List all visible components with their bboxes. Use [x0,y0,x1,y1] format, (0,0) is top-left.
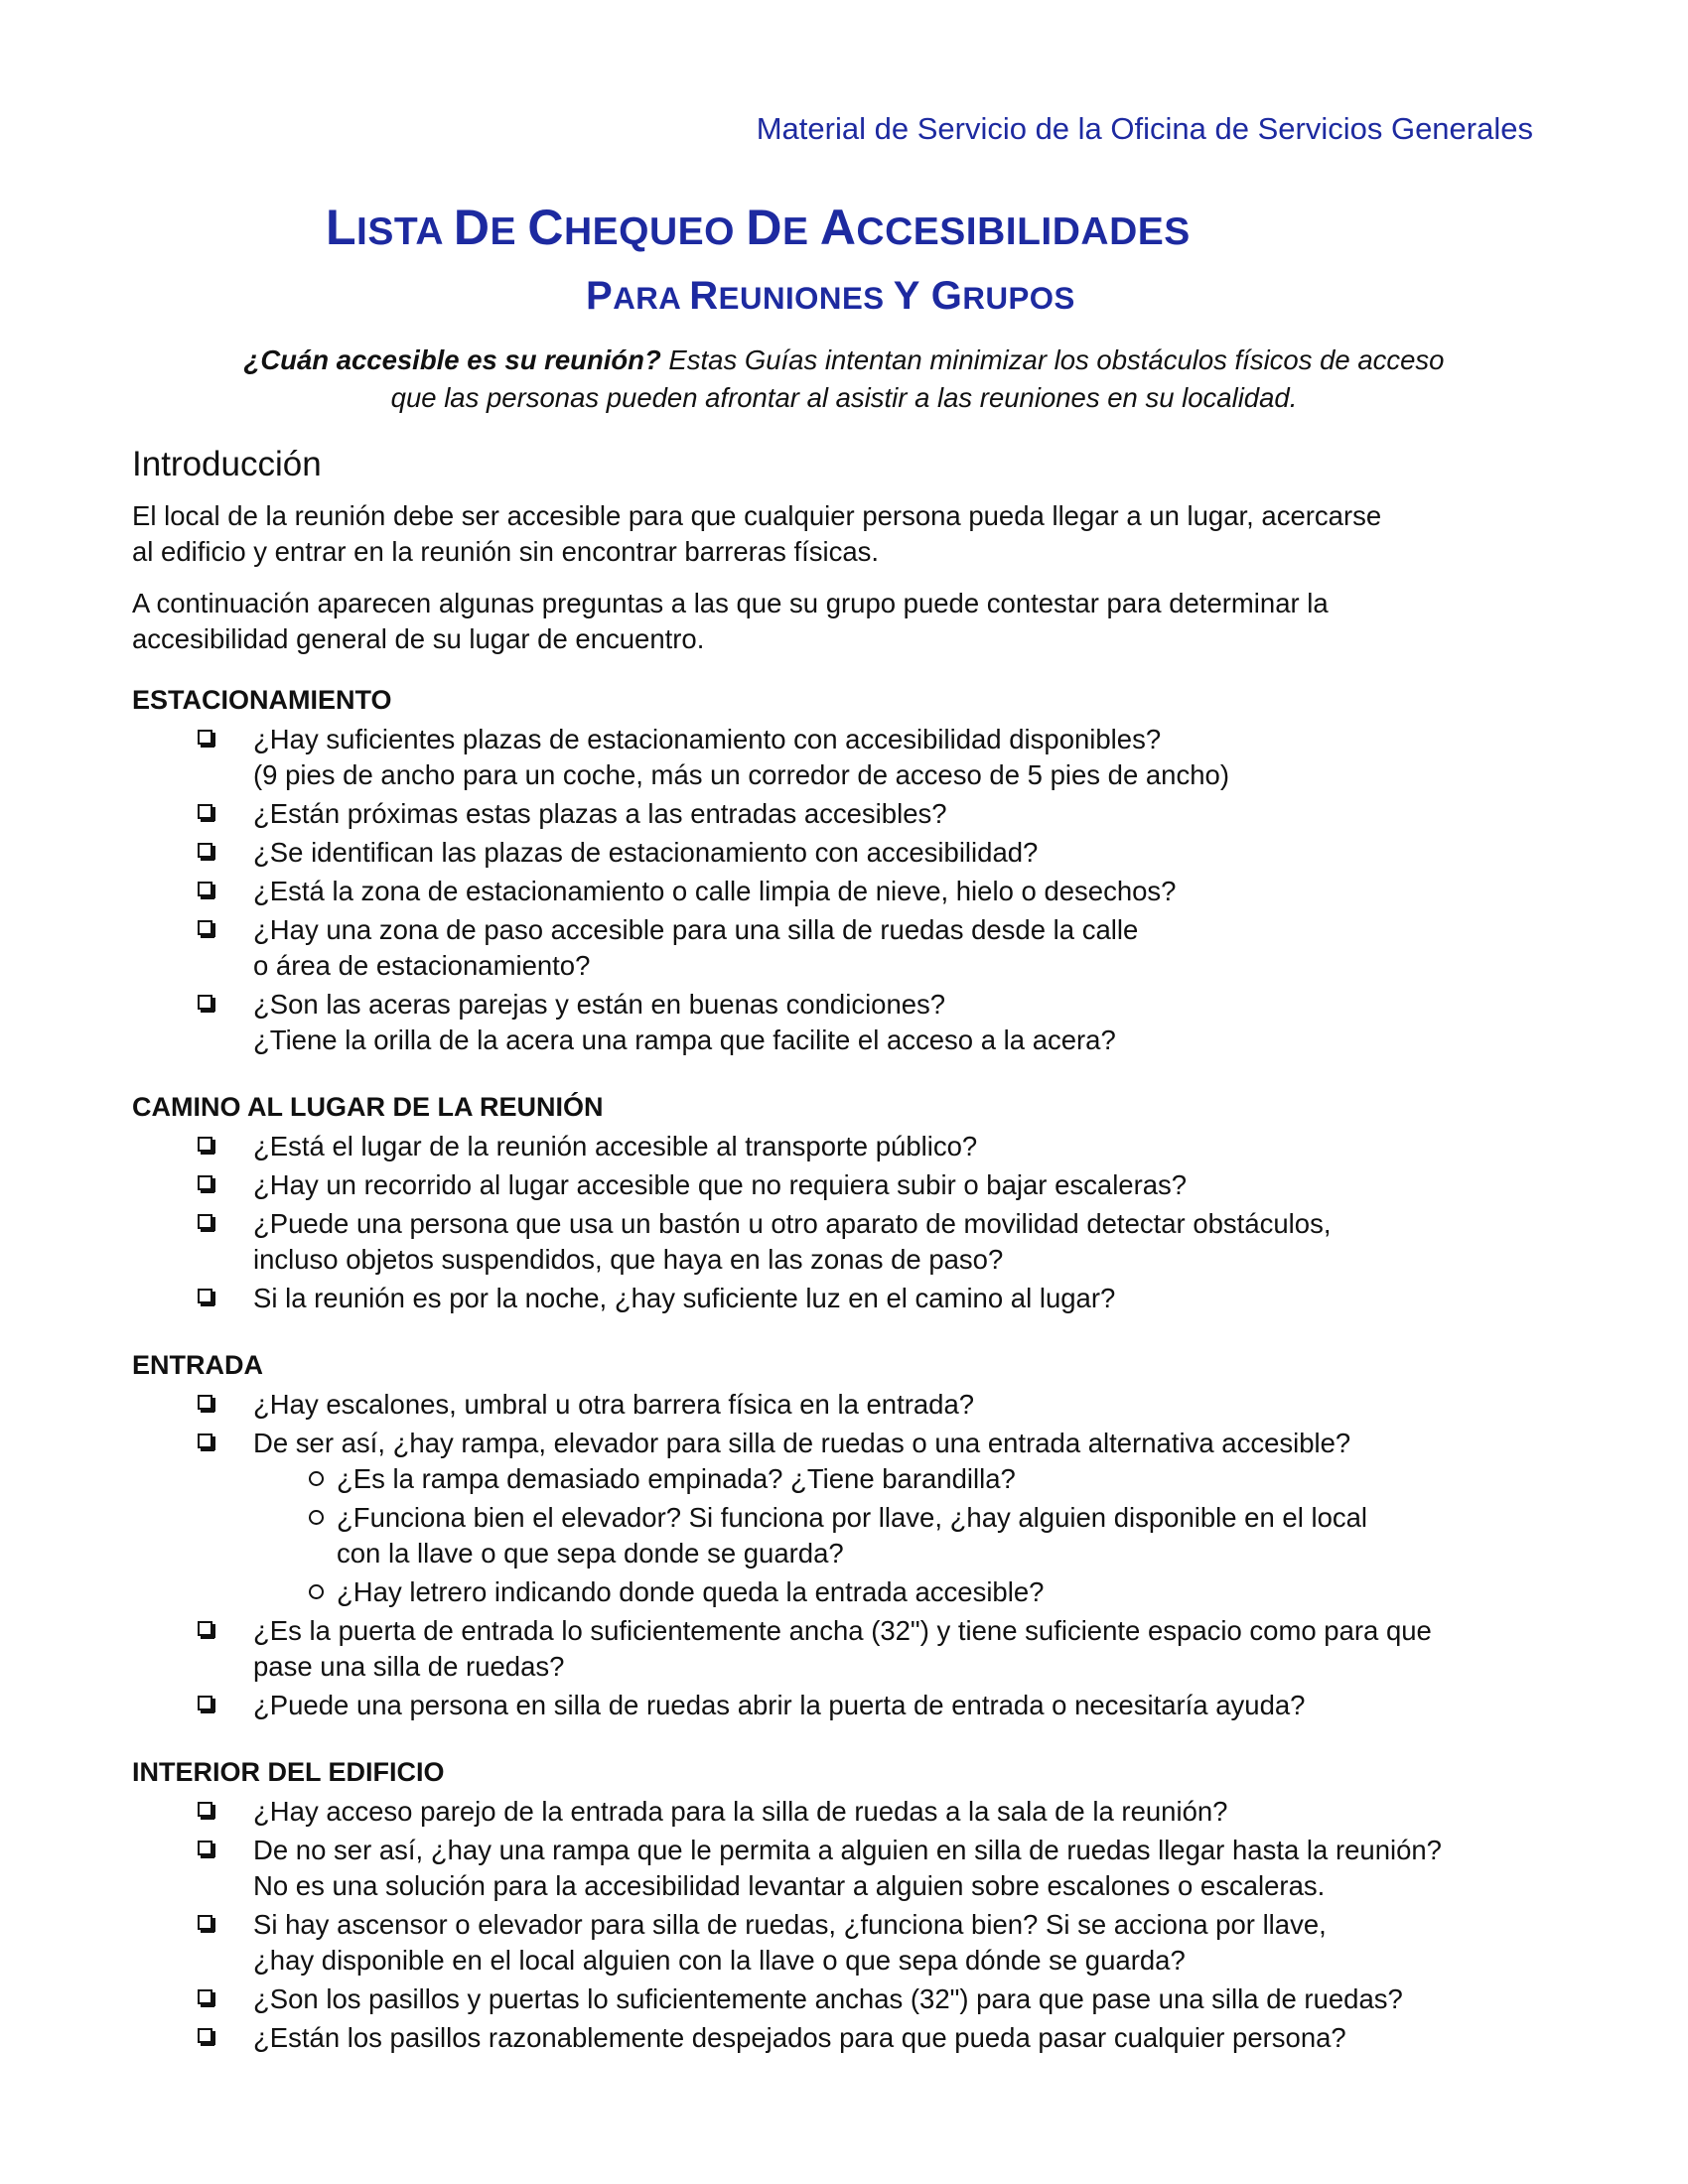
intro-paragraph-2: A continuación aparecen algunas preguntas a las que su grupo puede contestar para determinar la accesibilidad general de su lugar de encuentro. [132,588,1329,654]
checklist-item: ¿Está el lugar de la reunión accesible al transporte público? [132,1129,1542,1164]
checkbox-icon[interactable] [198,995,212,1010]
checklist-item: ¿Hay suficientes plazas de estacionamiento con accesibilidad disponibles? (9 pies de ancho para un coche, más un corredor de acceso de 5 pies de ancho) [132,722,1542,793]
checklist-item: ¿Hay acceso parejo de la entrada para la silla de ruedas a la sala de la reunión? [132,1794,1542,1830]
document-subtitle: PARA REUNIONES Y GRUPOS [586,274,1075,318]
checkbox-icon[interactable] [198,920,212,935]
checklist-item: De no ser así, ¿hay una rampa que le permita a alguien en silla de ruedas llegar hasta la reunión? No es una solución para la accesibilidad levantar a alguien sobre escalones o escaleras. [132,1833,1542,1904]
checkbox-icon[interactable] [198,2028,212,2043]
document-title: LISTA DE CHEQUEO DE ACCESIBILIDADES [326,200,1191,255]
category-heading-camino: CAMINO AL LUGAR DE LA REUNIÓN [132,1092,604,1122]
checkbox-icon[interactable] [198,1395,212,1410]
checklist-item: ¿Están los pasillos razonablemente despejados para que pueda pasar cualquier persona? [132,2020,1542,2056]
checkbox-icon[interactable] [198,882,212,896]
checklist-item: ¿Están próximas estas plazas a las entradas accesibles? [132,796,1542,832]
checklist-item: ¿Hay una zona de paso accesible para una silla de ruedas desde la calle o área de estacionamiento? [132,912,1542,984]
checklist-entrada [132,1387,1542,1723]
checklist-item: ¿Son los pasillos y puertas lo suficientemente anchas (32") para que pase una silla de ruedas? [132,1981,1542,2017]
intro-paragraph-1: El local de la reunión debe ser accesible para que cualquier persona pueda llegar a un lugar, acercarse al edificio y entrar en la reunión sin encontrar barreras físicas. [132,500,1382,567]
checklist-item: De ser así, ¿hay rampa, elevador para silla de ruedas o una entrada alternativa accesible? ¿Es la rampa demasiado empinada? ¿Tiene barandilla? ¿Funciona bien el elevador? Si funciona por llave, ¿hay alguien disponible en el local con la llave o que sepa donde se guarda? ¿Hay letrero indicando donde queda la entrada accesible? [132,1426,1542,1610]
sub-checklist-item: ¿Funciona bien el elevador? Si funciona por llave, ¿hay alguien disponible en el local con la llave o que sepa donde se guarda? [253,1500,1542,1571]
checklist-interior [132,1794,1542,2056]
checklist-item: ¿Puede una persona en silla de ruedas abrir la puerta de entrada o necesitaría ayuda? [132,1688,1542,1723]
checkbox-icon[interactable] [198,1289,212,1303]
checkbox-icon[interactable] [198,730,212,745]
checkbox-icon[interactable] [198,1915,212,1930]
checklist-item: ¿Está la zona de estacionamiento o calle limpia de nieve, hielo o desechos? [132,874,1542,909]
checkbox-icon[interactable] [198,804,212,819]
sub-checklist-entrada [253,1461,1542,1610]
checkbox-icon[interactable] [198,1989,212,2004]
checklist-item: ¿Hay un recorrido al lugar accesible que no requiera subir o bajar escaleras? [132,1167,1542,1203]
sub-checklist-item: ¿Hay letrero indicando donde queda la entrada accesible? [253,1574,1542,1610]
circle-checkbox-icon[interactable] [309,1471,324,1486]
checklist-camino [132,1129,1542,1316]
checklist-item: Si la reunión es por la noche, ¿hay suficiente luz en el camino al lugar? [132,1281,1542,1316]
checkbox-icon[interactable] [198,1175,212,1190]
checkbox-icon[interactable] [198,1696,212,1710]
circle-checkbox-icon[interactable] [309,1510,324,1525]
checkbox-icon[interactable] [198,1841,212,1855]
checklist-item: ¿Hay escalones, umbral u otra barrera física en la entrada? [132,1387,1542,1423]
category-heading-estacionamiento: ESTACIONAMIENTO [132,685,392,715]
header-org-line: Material de Servicio de la Oficina de Servicios Generales [756,111,1533,146]
checkbox-icon[interactable] [198,1621,212,1636]
checkbox-icon[interactable] [198,1137,212,1152]
category-heading-interior: INTERIOR DEL EDIFICIO [132,1757,445,1787]
checklist-item: ¿Son las aceras parejas y están en buenas condiciones? ¿Tiene la orilla de la acera una rampa que facilite el acceso a la acera? [132,987,1542,1058]
checkbox-icon[interactable] [198,1433,212,1448]
checkbox-icon[interactable] [198,843,212,858]
intro-quote-question: ¿Cuán accesible es su reunión? [243,344,661,375]
checklist-item: ¿Se identifican las plazas de estacionamiento con accesibilidad? [132,835,1542,871]
checklist-item: Si hay ascensor o elevador para silla de ruedas, ¿funciona bien? Si se acciona por llave, ¿hay disponible en el local alguien con la llave o que sepa dónde se guarda? [132,1907,1542,1979]
content [132,445,1542,2059]
intro-quote: ¿Cuán accesible es su reunión? Estas Guías intentan minimizar los obstáculos físicos de acceso que las personas pueden afrontar al asistir a las reuniones en su localidad. [243,344,1445,413]
checklist-item: ¿Es la puerta de entrada lo suficientemente ancha (32") y tiene suficiente espacio como para que pase una silla de ruedas? [132,1613,1542,1685]
sub-checklist-item: ¿Es la rampa demasiado empinada? ¿Tiene barandilla? [253,1461,1542,1497]
checklist-estacionamiento [132,722,1542,1058]
checklist-item: ¿Puede una persona que usa un bastón u otro aparato de movilidad detectar obstáculos, incluso objetos suspendidos, que haya en las zonas de paso? [132,1206,1542,1278]
checkbox-icon[interactable] [198,1802,212,1817]
category-heading-entrada: ENTRADA [132,1350,263,1380]
checkbox-icon[interactable] [198,1214,212,1229]
section-heading-introduccion: Introducción [132,445,322,483]
circle-checkbox-icon[interactable] [309,1584,324,1599]
